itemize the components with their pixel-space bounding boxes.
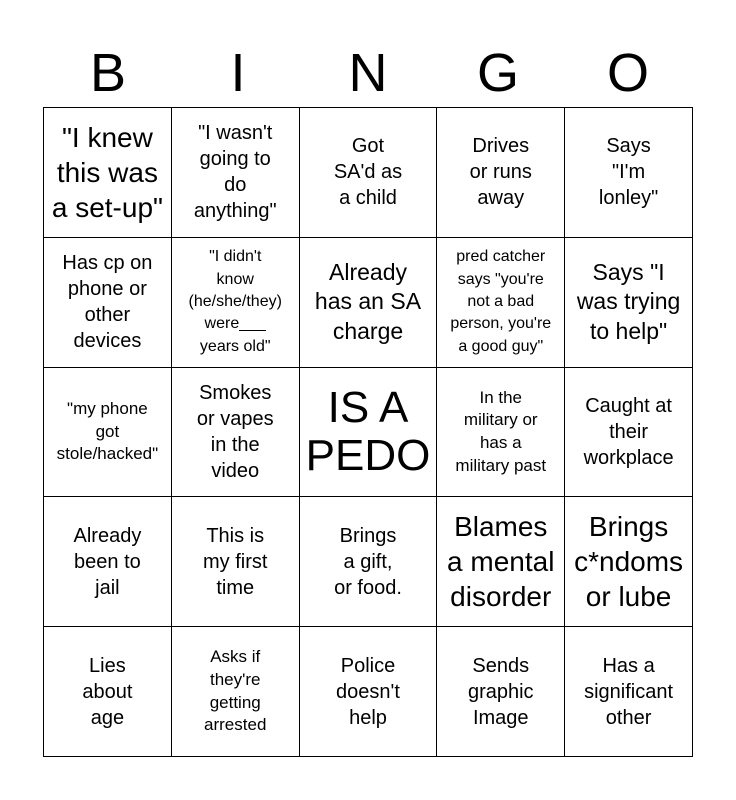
bingo-grid [43,107,693,757]
bingo-cell[interactable]: Smokes or vapes in the video [172,368,300,498]
bingo-cell[interactable]: "I wasn't going to do anything" [172,108,300,238]
bingo-cell[interactable]: Brings a gift, or food. [300,497,438,627]
bingo-cell[interactable]: "my phone got stole/hacked" [44,368,172,498]
bingo-cell[interactable]: Has a significant other [565,627,693,757]
bingo-cell[interactable]: In the military or has a military past [437,368,565,498]
bingo-header [43,40,693,106]
bingo-cell[interactable]: Has cp on phone or other devices [44,238,172,368]
header-letter-b: B [89,43,127,103]
bingo-cell[interactable]: Says "I was trying to help" [565,238,693,368]
bingo-cell[interactable]: Sends graphic Image [437,627,565,757]
bingo-cell[interactable]: Got SA'd as a child [300,108,438,238]
bingo-cell[interactable]: Says "I'm lonley" [565,108,693,238]
bingo-cell[interactable]: Blames a mental disorder [437,497,565,627]
bingo-cell[interactable]: IS A PEDO [300,368,438,498]
header-letter-o: O [606,43,649,103]
header-letter-g: G [476,43,519,103]
bingo-cell[interactable]: Caught at their workplace [565,368,693,498]
bingo-cell[interactable]: "I didn't know (he/she/they) were___ years old" [172,238,300,368]
bingo-cell[interactable]: Drives or runs away [437,108,565,238]
bingo-cell[interactable]: Brings c*ndoms or lube [565,497,693,627]
bingo-cell[interactable]: "I knew this was a set-up" [44,108,172,238]
header-letter-n: N [348,43,388,103]
bingo-cell[interactable]: Already has an SA charge [300,238,438,368]
bingo-cell[interactable]: pred catcher says "you're not a bad person, you're a good guy" [437,238,565,368]
bingo-cell[interactable]: Asks if they're getting arrested [172,627,300,757]
bingo-cell[interactable]: Already been to jail [44,497,172,627]
bingo-cell[interactable]: Police doesn't help [300,627,438,757]
header-letter-i: I [230,43,246,103]
bingo-cell[interactable]: Lies about age [44,627,172,757]
bingo-cell[interactable]: This is my first time [172,497,300,627]
